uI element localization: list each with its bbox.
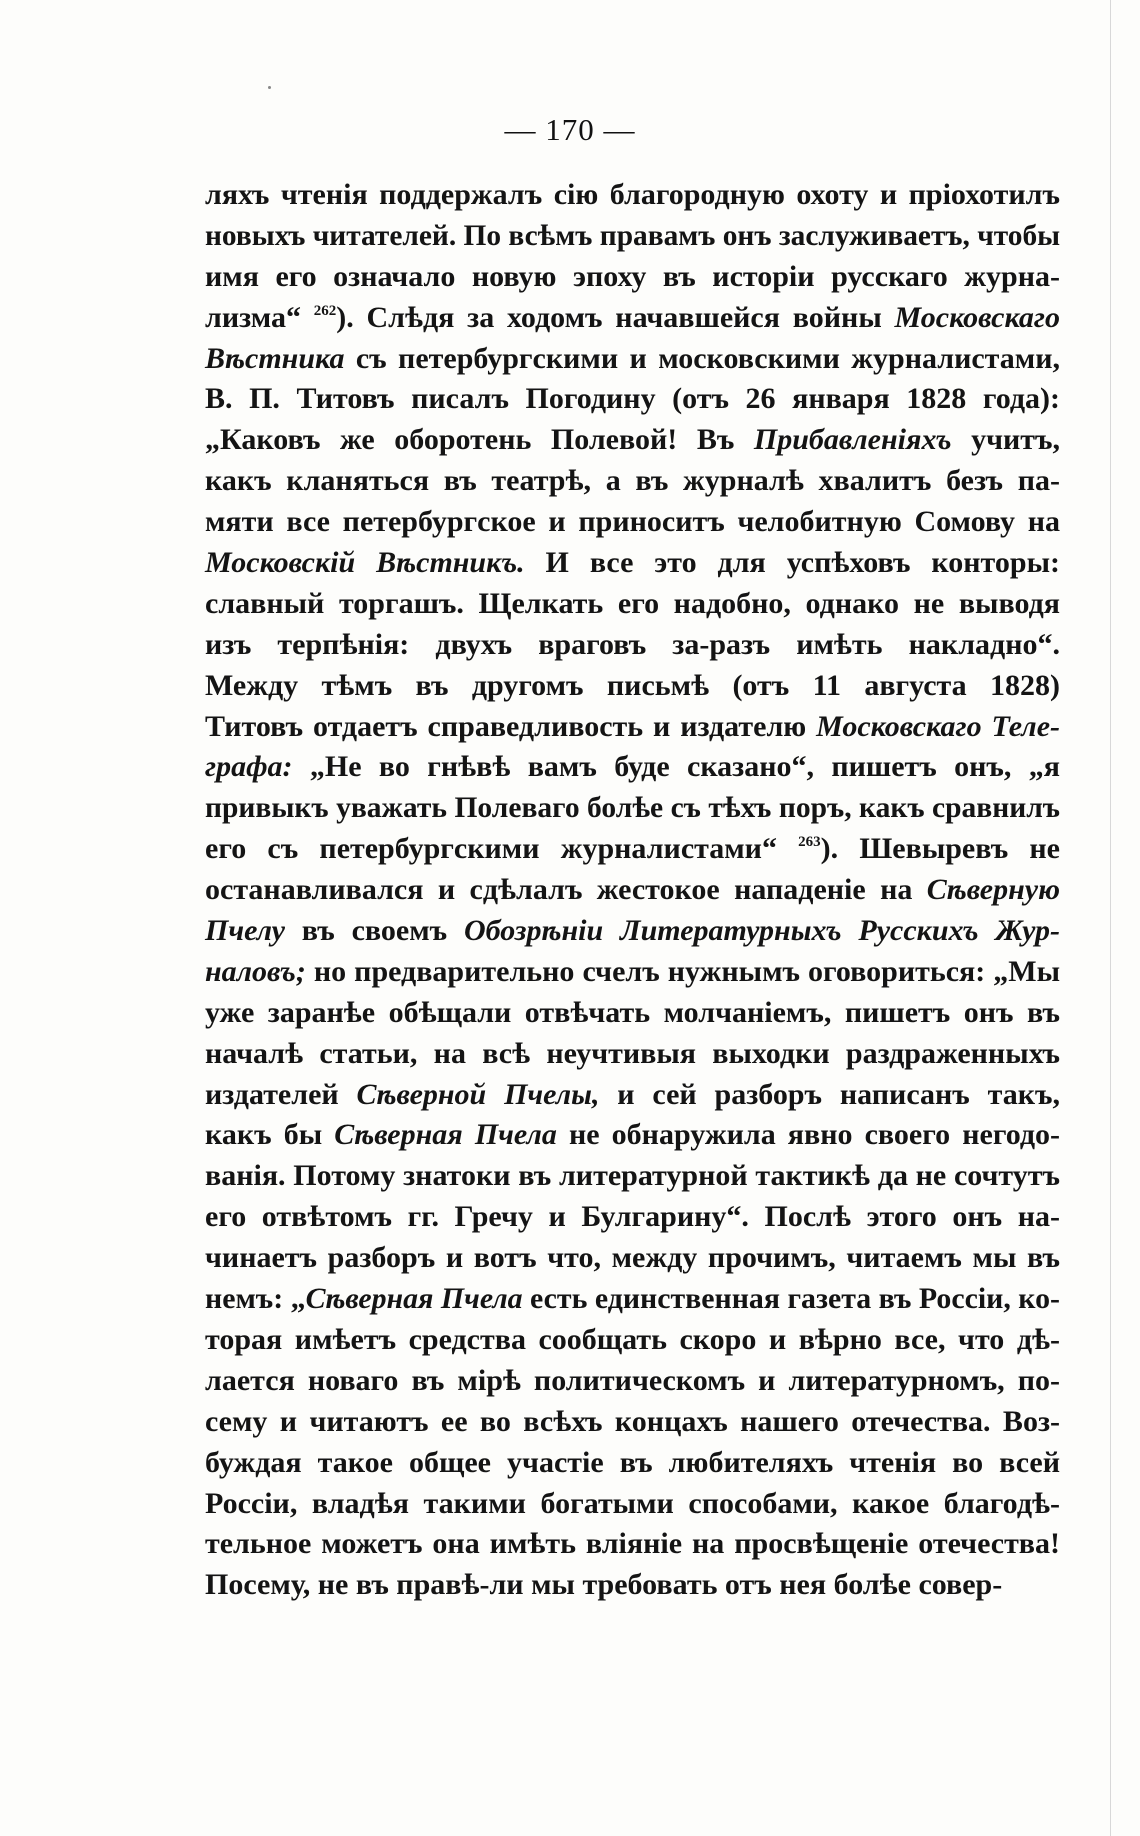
- text-line: какъ кланяться въ театрѣ, а въ журналѣ хвалитъ безъ па-: [205, 464, 1060, 498]
- text-line: Между тѣмъ въ другомъ письмѣ (отъ 11 августа 1828): [205, 668, 1060, 702]
- text-line: новыхъ читателей. По всѣмъ правамъ онъ заслуживаетъ, чтобы: [205, 219, 1061, 252]
- text-line: его отвѣтомъ гг. Гречу и Булгарину“. Послѣ этого онъ на-: [205, 1200, 1060, 1234]
- footnote-ref: 262: [313, 302, 337, 319]
- text-line: торая имѣетъ средства сообщать скоро и вѣрно все, что дѣ-: [205, 1322, 1060, 1356]
- text-line: издателей Сѣверной Пчелы, и сей разборъ написанъ такъ,: [205, 1077, 1061, 1111]
- text-line: какъ бы Сѣверная Пчела не обнаружила явно своего негодо-: [205, 1118, 1060, 1152]
- text-line: ляхъ чтенія поддержалъ сію благородную охоту и пріохотилъ: [205, 178, 1060, 211]
- text-line: мяти все петербургское и приноситъ челобитную Сомову на: [205, 505, 1060, 539]
- text-line: ванія. Потому знатоки въ литературной тактикѣ да не сочтутъ: [205, 1159, 1060, 1193]
- text-line: имя его означало новую эпоху въ исторіи русскаго журна-: [205, 259, 1060, 293]
- text-line: Титовъ отдаетъ справедливость и издателю Московскаго Теле-: [205, 709, 1060, 743]
- text-line: чинаетъ разборъ и вотъ что, между прочимъ, читаемъ мы въ: [205, 1241, 1060, 1275]
- ink-speck: [268, 86, 271, 89]
- text-line: буждая такое общее участіе въ любителяхъ чтенія во всей: [205, 1445, 1060, 1479]
- text-line: лается новаго въ мірѣ политическомъ и литературномъ, по-: [205, 1363, 1060, 1397]
- text-line: останавливался и сдѣлалъ жестокое нападеніе на Сѣверную: [205, 873, 1060, 907]
- text-line: началѣ статьи, на всѣ неучтивыя выходки раздраженныхъ: [205, 1036, 1060, 1070]
- footnote-ref: 263: [798, 834, 821, 851]
- text-line: лизма“ $^{262}$). Слѣдя за ходомъ начавшейся войны Московскаго: [205, 300, 1060, 334]
- text-line: Вѣстника съ петербургскими и московскими журналистами,: [205, 341, 1060, 375]
- text-line: Московскій Вѣстникъ. И все это для успѣховъ конторы:: [205, 546, 1060, 580]
- text-line: сему и читаютъ ее во всѣхъ концахъ нашего отечества. Воз-: [205, 1404, 1060, 1438]
- text-line: В. П. Титовъ писалъ Погодину (отъ 26 января 1828 года):: [205, 382, 1060, 416]
- text-line: графа: „Не во гнѣвѣ вамъ буде сказано“, пишетъ онъ, „я: [205, 750, 1060, 784]
- body-text: [205, 175, 1060, 1606]
- page-edge-shadow: [1110, 0, 1111, 1836]
- text-line: наловъ; но предварительно счелъ нужнымъ оговориться: „Мы: [205, 954, 1060, 988]
- text-line: „Каковъ же оборотень Полевой! Въ Прибавленіяхъ учитъ,: [205, 423, 1060, 457]
- text-line: Посему, не въ правѣ-ли мы требовать отъ нея болѣе совер-: [205, 1568, 1003, 1602]
- text-line: привыкъ уважать Полеваго болѣе съ тѣхъ поръ, какъ сравнилъ: [205, 792, 1060, 825]
- text-line: немъ: „Сѣверная Пчела есть единственная газета въ Россіи, ко-: [205, 1282, 1060, 1316]
- text-line: славный торгашъ. Щелкать его надобно, однако не выводя: [205, 586, 1060, 620]
- text-line: его съ петербургскими журналистами“ $^{263}$). Шевыревъ не: [205, 832, 1060, 866]
- text-line: Россіи, владѣя такими богатыми способами, какое благодѣ-: [205, 1486, 1060, 1520]
- text-line: тельное можетъ она имѣть вліяніе на просвѣщеніе отечества!: [205, 1527, 1060, 1561]
- page-number: — 170 —: [504, 112, 636, 147]
- text-line: уже заранѣе обѣщали отвѣчать молчаніемъ, пишетъ онъ въ: [205, 995, 1060, 1029]
- text-line: изъ терпѣнія: двухъ враговъ за-разъ имѣть накладно“.: [205, 627, 1060, 661]
- text-line: Пчелу въ своемъ Обозрѣніи Литературныхъ Русскихъ Жур-: [205, 914, 1060, 948]
